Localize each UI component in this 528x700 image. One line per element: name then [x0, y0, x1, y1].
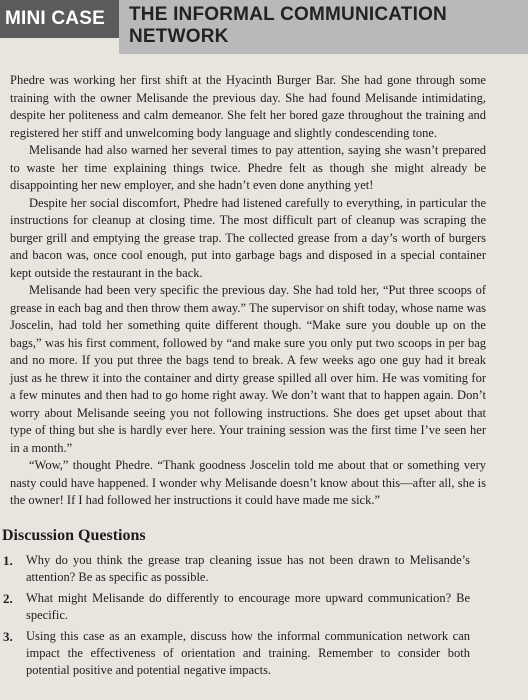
question-number: 2. — [3, 591, 13, 606]
case-body — [2, 67, 490, 518]
case-header — [0, 0, 528, 56]
mini-case-tag: MINI CASE — [0, 0, 119, 38]
title-band — [119, 0, 528, 54]
case-paragraph: Melisande had been very specific the previous day. She had told her, “Put three scoops of grease in each bag and then throw them away.” The supervisor on shift today, whose name was Joscelin, had told her something quite different though. “Make sure you double up on the bags,” was his first comment, followed by “and make sure you only put two scoops in per bag and no more. If you put three the bags tend to break. A few weeks ago one guy had it break just as he threw it into the container and dirty grease spilled all over him. He was vomiting for a few minutes and then had to go home right away. We don’t want that to happen again. Don’t worry about Melisande seeing you not following instructions. She does get upset about that type of thing but she is hardly ever here. Your training session was the first time I’ve seen her in a month.” — [10, 283, 486, 455]
case-paragraph: Melisande had also warned her several times to pay attention, saying she wasn’t prepared to waste her time explaining things twice. Phedre felt as though she might already be disappointing her new employer, and she hadn’t even done anything yet! — [10, 143, 486, 192]
case-paragraph: “Wow,” thought Phedre. “Thank goodness Joscelin told me about that or something very nasty could have happened. I wonder why Melisande doesn’t know about this—after all, she is the owner! If I had followed her instructions it could have made me sick.” — [10, 458, 486, 507]
case-paragraph: Despite her social discomfort, Phedre had listened carefully to everything, in particular the instructions for cleanup at closing time. The most difficult part of cleanup was scraping the burger grill and emptying the grease trap. The collected grease from a day’s worth of burgers and bacon was, once cool enough, put into garbage bags and disposed in a special container kept outside the restaurant in the back. — [10, 195, 486, 280]
case-title: THE INFORMAL COMMUNICATION NETWORK — [129, 4, 447, 47]
case-paragraph: Phedre was working her first shift at the Hyacinth Burger Bar. She had gone through some training with the owner Melisande the previous day. She had found Melisande intimidating, despite her politeness and calm demeanor. She felt her bored gaze throughout the training and registered her stiff and unwelcoming body language and slightly condescending tone. — [10, 73, 486, 140]
question-text: Using this case as an example, discuss how the informal communication network can impact the effectiveness of orientation and training. Remember to consider both potential positive and potential negative impacts. — [26, 629, 470, 677]
question-number: 1. — [3, 553, 13, 568]
question-text: Why do you think the grease trap cleaning issue has not been drawn to Melisande’s attention? Be as specific as possible. — [26, 553, 470, 584]
question-number: 3. — [3, 629, 13, 644]
discussion-title: Discussion Questions — [2, 527, 146, 544]
question-list — [0, 552, 528, 679]
question-text: What might Melisande do differently to encourage more upward communication? Be specific. — [26, 591, 470, 622]
question-item — [0, 590, 470, 624]
question-item — [0, 628, 470, 679]
discussion-section — [0, 525, 528, 683]
question-item — [0, 552, 470, 586]
